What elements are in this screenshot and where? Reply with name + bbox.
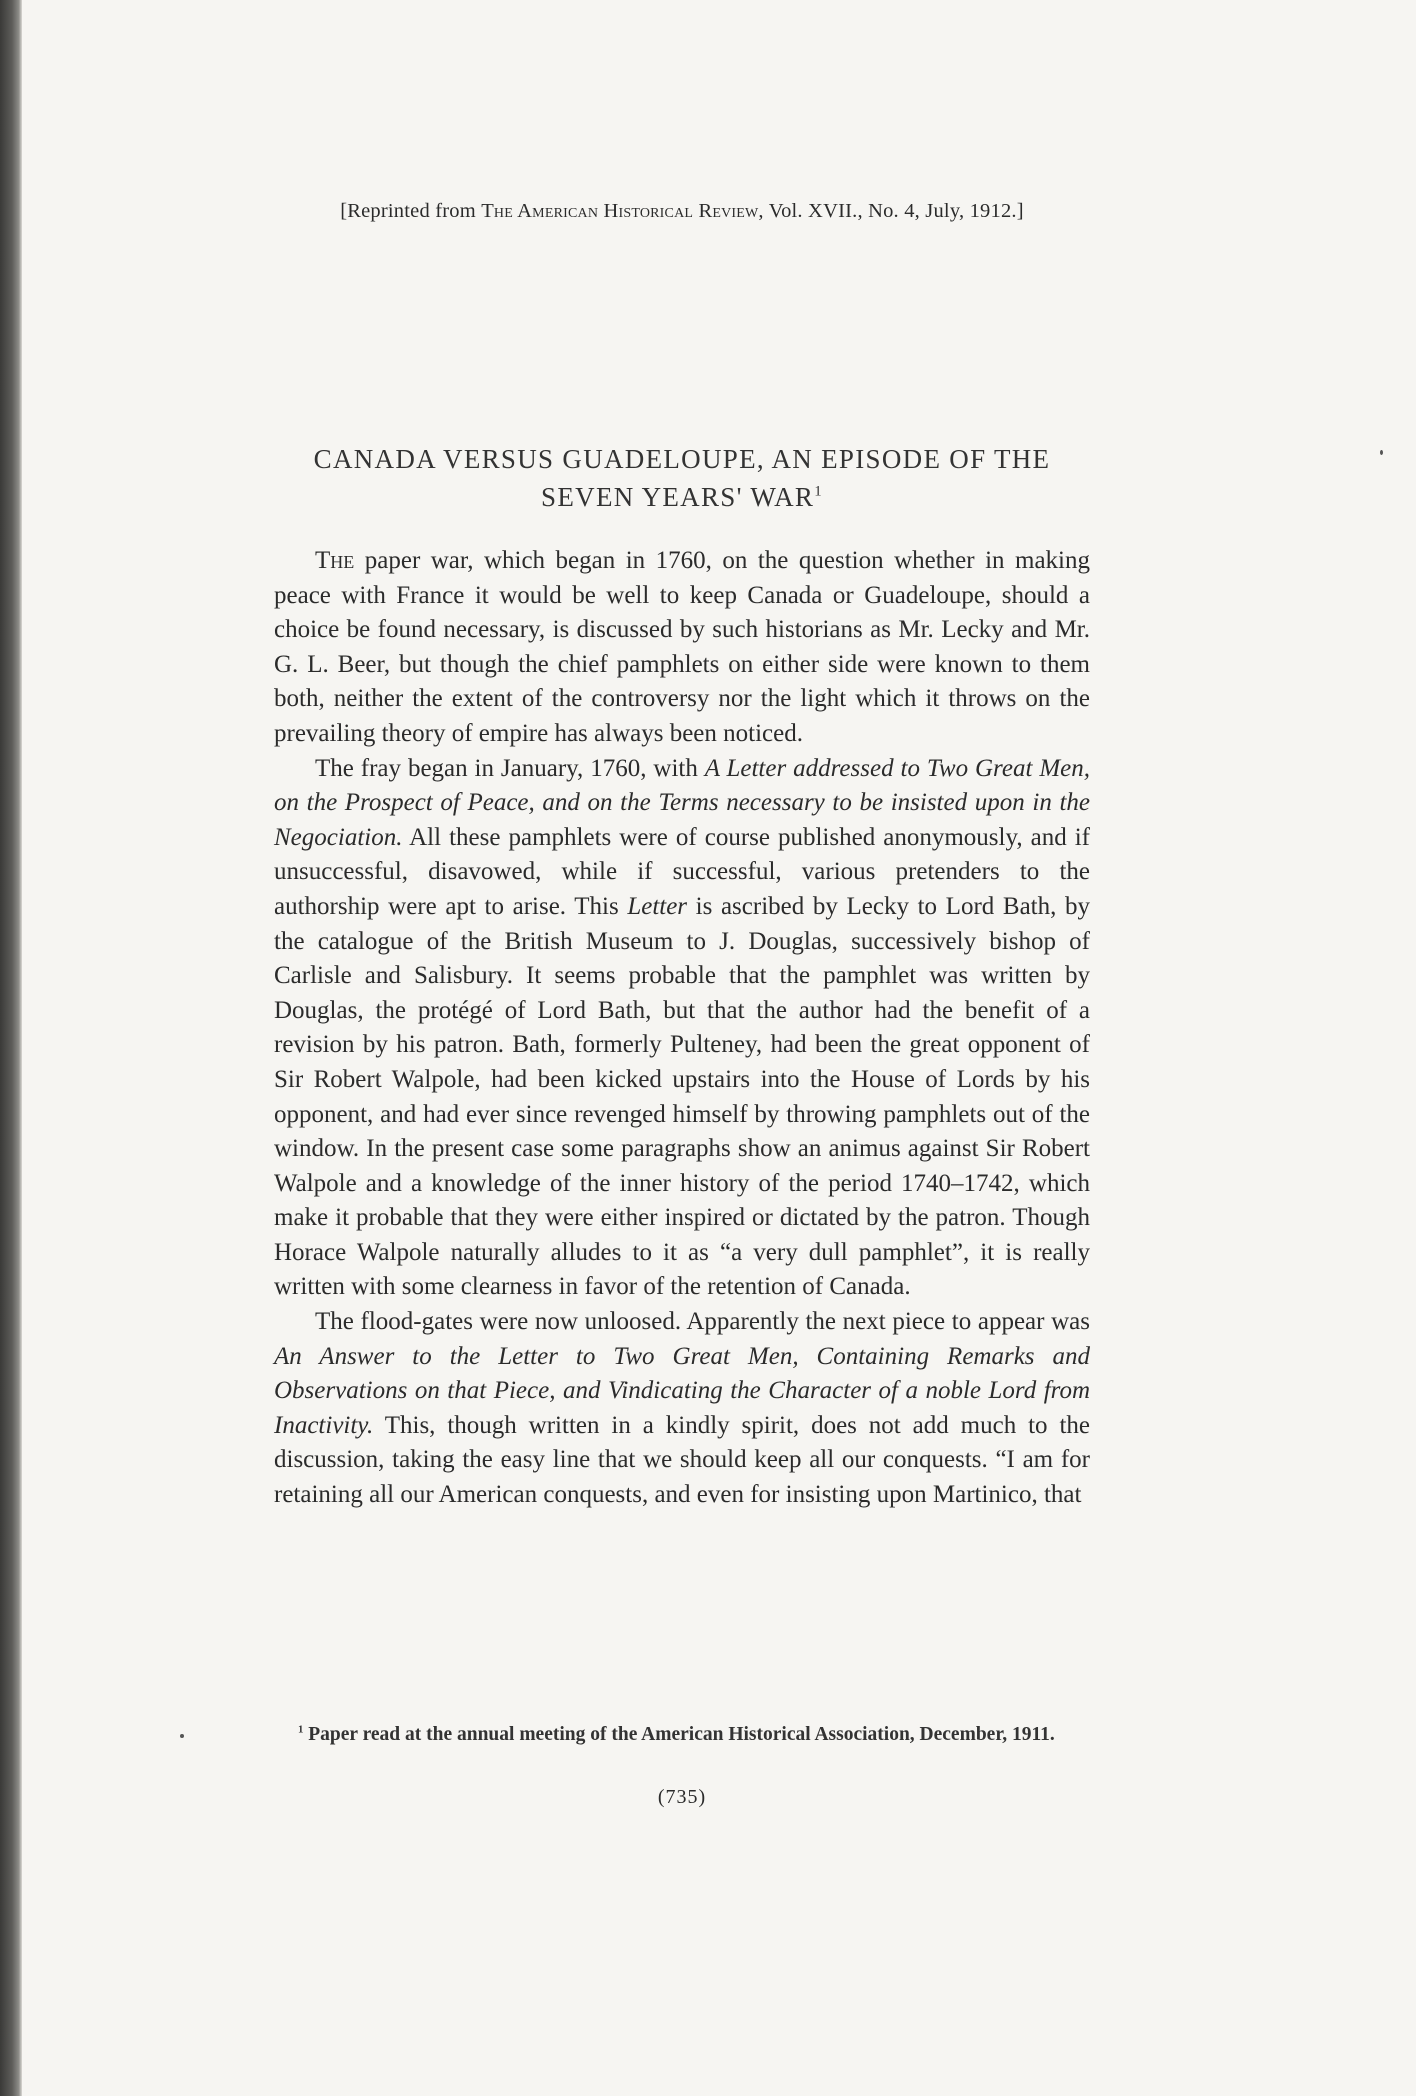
paragraph-2-title-italic: A Letter addressed to Two Great Men, on the Prospect of Peace, and on the Terms necessary to be insisted upon in the Negociation. [274,754,1090,851]
footnote [274,1722,1090,1748]
paragraph-3 [274,1305,1090,1513]
paragraph-1 [274,544,1090,752]
paragraph-2-letter-italic: Letter [627,892,688,920]
paragraph-2-text-a: The fray began in January, 1760, with [315,754,705,782]
article-body [274,544,1090,1513]
scan-speck [1380,450,1383,455]
reprint-open: [Reprinted from [340,200,482,222]
footnote-text: Paper read at the annual meeting of the American Historical Association, December, 1911. [303,1724,1055,1745]
footnote-paragraph [274,1722,1090,1748]
article-title-text: CANADA VERSUS GUADELOUPE, AN EPISODE OF THE SEVEN YEARS' WAR [313,444,1051,512]
scan-speck [180,1734,184,1738]
footnote-mark: 1 [298,1723,304,1736]
paragraph-2-text-b: All these pamphlets were of course published anonymously, and if unsuccessful, disavowed, while if successful, various pretenders to the authorship were apt to arise. This [274,823,1090,920]
article-title [274,440,1090,516]
page [22,0,1416,2096]
binding-edge [0,0,22,2096]
paragraph-1-lead: The [315,547,355,574]
title-footnote-mark: 1 [814,483,823,500]
paragraph-1-text: paper war, which began in 1760, on the question whether in making peace with France it would be well to keep Canada or Guadeloupe, should a choice be found necessary, is discussed by such historians as Mr. Lecky and Mr. G. L. Beer, but though the chief pamphlets on either side were known to them both, neither the extent of the controversy nor the light which it throws on the prevailing theory of empire has always been noticed. [274,547,1090,747]
reprint-close: , Vol. XVII., No. 4, July, 1912.] [758,200,1024,222]
journal-name: The American Historical Review [481,200,759,222]
paragraph-3-title-italic: An Answer to the Letter to Two Great Men, Containing Remarks and Observations on that Piece, and Vindicating the Character of a noble Lord from Inactivity. [274,1342,1090,1439]
paragraph-3-text-b: This, though written in a kindly spirit, does not add much to the discussion, taking the easy line that we should keep all our conquests. “I am for retaining all our American conquests, and even for insisting upon Martinico, that [274,1411,1090,1509]
paragraph-3-text-a: The flood-gates were now unloosed. Apparently the next piece to appear was [315,1308,1090,1336]
paragraph-2-text-c: is ascribed by Lecky to Lord Bath, by the catalogue of the British Museum to J. Douglas, successively bishop of Carlisle and Salisbury. It seems probable that the pamphlet was written by Douglas, the protégé of Lord Bath, but that the author had the benefit of a revision by his patron. Bath, formerly Pulteney, had been the great opponent of Sir Robert Walpole, had been kicked upstairs into the House of Lords by his opponent, and had ever since revenged himself by throwing pamphlets out of the window. In the present case some paragraphs show an animus against Sir Robert Walpole and a knowledge of the inner history of the period 1740–1742, which make it probable that they were either inspired or dictated by the patron. Though Horace Walpole naturally alludes to it as “a very dull pamphlet”, it is really written with some clearness in favor of the retention of Canada. [274,892,1090,1301]
reprint-notice [274,200,1090,223]
paragraph-2 [274,752,1090,1306]
page-number: (735) [657,1786,707,1808]
